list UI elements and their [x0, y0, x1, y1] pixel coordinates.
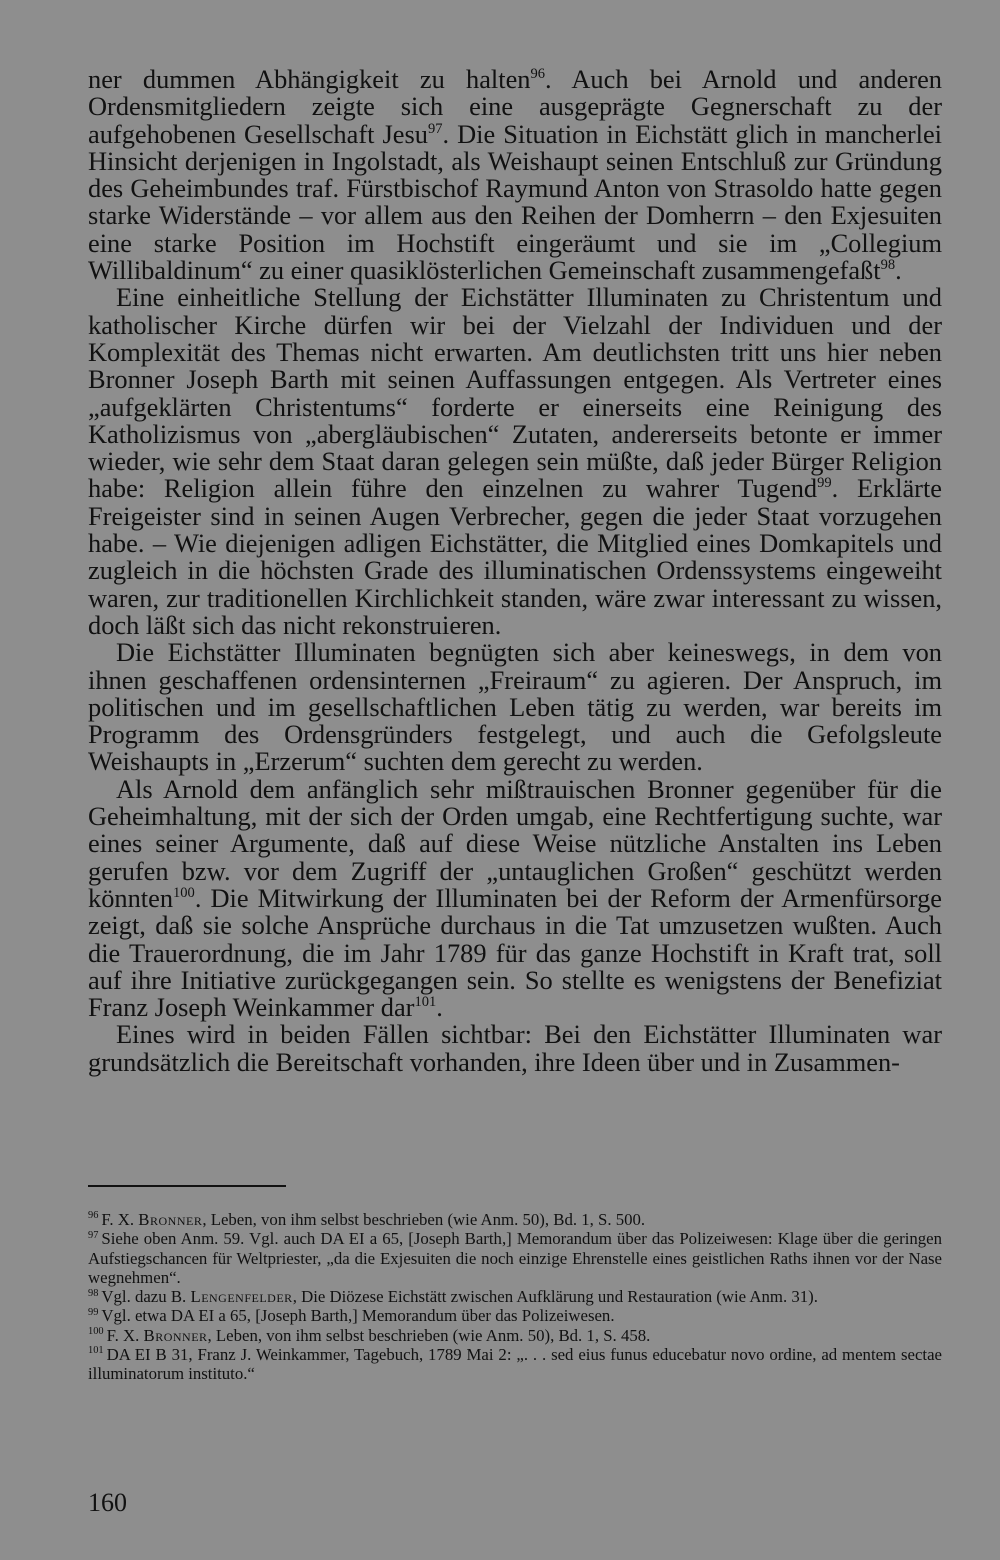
text-run: Eines wird in beiden Fällen sichtbar: Bei den Eichstätter Illuminaten war grundsätzlich die Bereitschaft vorhanden, ihre Ideen über und in Zusammen-: [88, 1019, 942, 1077]
footnote-reference: 98: [880, 257, 896, 274]
footnote-number: 98: [88, 1287, 99, 1299]
paragraph: [88, 284, 942, 639]
footnote: [88, 1326, 942, 1345]
text-run: Siehe oben Anm. 59. Vgl. auch DA EI a 65, [Joseph Barth,] Memorandum über das Polizeiwesen: Klage über die geringen Aufstiegschancen für Weltpriester, „da die Exjesuiten die noch einzige Ehrenstelle eines geistlichen Raths ihnen vor der Nase wegnehmen“.: [88, 1229, 942, 1287]
text-run: Eine einheitliche Stellung der Eichstätter Illuminaten zu Christentum und katholischer Kirche dürfen wir bei der Vielzahl der Individuen und der Komplexität des Themas nicht erwarten. Am deutlichsten tritt uns hier neben Bronner Joseph Barth mit seinen Auffassungen entgegen. Als Vertreter eines „aufgeklärten Christentums“ forderte er einerseits eine Reinigung des Katholizismus von „abergläubischen“ Zutaten, andererseits betonte er immer wieder, wie sehr dem Staat daran gelegen sein müßte, daß jeder Bürger Religion habe: Religion allein führe den einzelnen zu wahrer Tugend: [88, 282, 942, 504]
text-run: . Erklärte Freigeister sind in seinen Augen Verbrecher, gegen die jeder Staat vorzugehen habe. – Wie diejenigen adligen Eichstätter, die Mitglied eines Domkapitels und zugleich in die höchsten Grade des illuminatischen Ordenssystems eingeweiht waren, zur traditionellen Kirchlichkeit standen, wäre zwar interessant zu wissen, doch läßt sich das nicht rekonstruieren.: [88, 473, 942, 640]
footnote: [88, 1229, 942, 1287]
text-run: F. X.: [101, 1210, 139, 1229]
paragraph: [88, 1021, 942, 1076]
footnote-number: 96: [88, 1210, 99, 1222]
text-run: Die Eichstätter Illuminaten begnügten sich aber keineswegs, in dem von ihnen geschaffenen ordensinternen „Freiraum“ zu agieren. Der Anspruch, im politischen und im gesellschaftlichen Leben tätig zu werden, war bereits im Programm des Ordensgründers festgelegt, und auch die Gefolgsleute Weishaupts in „Erzerum“ suchten dem gerecht zu werden.: [88, 637, 942, 777]
text-run: , Leben, von ihm selbst beschrieben (wie Anm. 50), Bd. 1, S. 458.: [207, 1325, 651, 1345]
footnote: [88, 1345, 942, 1384]
text-run: . Auch bei Arnold und anderen Ordensmitgliedern zeigte sich eine ausgeprägte Gegnerschaft zu der aufgehobenen Gesellschaft Jesu: [88, 64, 942, 149]
text-run: , Die Diözese Eichstätt zwischen Aufklärung und Restauration (wie Anm. 31).: [292, 1287, 818, 1307]
text-run: . Die Situation in Eichstätt glich in mancherlei Hinsicht derjenigen in Ingolstadt, als Weishaupt seinen Entschluß zur Gründung des Geheimbundes traf. Fürstbischof Raymund Anton von Strasoldo hatte gegen starke Widerstände – vor allem aus den Reihen der Domherrn – den Exjesuiten eine starke Position im Hochstift eingeräumt und sie im „Collegium Willibaldinum“ zu einer quasiklösterlichen Gemeinschaft zusammengefaßt: [88, 118, 942, 286]
footnote-number: 101: [88, 1345, 104, 1357]
main-text: [88, 66, 942, 1076]
author-name: Lengenfelder: [190, 1287, 293, 1307]
paragraph: [88, 773, 942, 1023]
footnote-separator: [88, 1185, 286, 1187]
footnote: [88, 1287, 942, 1306]
footnote-reference: 99: [817, 475, 832, 492]
text-run: ner dummen Abhängigkeit zu halten: [88, 64, 531, 94]
author-name: Bronner: [143, 1325, 208, 1345]
footnote-reference: 100: [173, 885, 195, 902]
text-run: DA EI B 31, Franz J. Weinkammer, Tagebuch, 1789 Mai 2: „. . . sed eius funus educebatur novo ordine, ad mentem sectae illuminatorum instituto.“: [88, 1345, 942, 1384]
footnote-number: 100: [88, 1326, 104, 1338]
text-run: .: [895, 255, 902, 286]
author-name: Bronner: [138, 1210, 203, 1229]
footnote: [88, 1306, 942, 1325]
footnote-reference: 96: [530, 66, 545, 83]
footnote: [88, 1210, 942, 1229]
paragraph: [88, 66, 942, 284]
text-run: F. X.: [106, 1325, 144, 1345]
text-run: . Die Mitwirkung der Illuminaten bei der Reform der Armenfürsorge zeigt, daß sie solche Ansprüche durchaus in die Tat umzusetzen wußten. Auch die Trauerordnung, die im Jahr 1789 für das ganze Hochstift in Kraft trat, soll auf ihre Initiative zurückgegangen sein. So stellte es wenigstens der Benefiziat Franz Joseph Weinkammer dar: [88, 882, 942, 1023]
text-run: Vgl. etwa DA EI a 65, [Joseph Barth,] Memorandum über das Polizeiwesen.: [101, 1306, 615, 1326]
paragraph: [88, 639, 942, 775]
footnote-number: 97: [88, 1229, 99, 1241]
text-run: Vgl. dazu B.: [101, 1287, 191, 1307]
footnotes: [88, 1210, 942, 1384]
footnote-reference: 97: [427, 120, 443, 137]
text-run: Als Arnold dem anfänglich sehr mißtrauischen Bronner gegenüber für die Geheimhaltung, mit der sich der Orden umgab, eine Rechtfertigung suchte, war eines seiner Argumente, daß auf diese Weise nützliche Anstalten ins Leben gerufen bzw. vor dem Zugriff der „untauglichen Großen“ geschützt werden könnten: [88, 773, 942, 913]
text-run: , Leben, von ihm selbst beschrieben (wie Anm. 50), Bd. 1, S. 500.: [202, 1210, 646, 1229]
page-number: 160: [88, 1488, 127, 1517]
text-run: .: [436, 992, 443, 1023]
footnote-reference: 101: [414, 994, 437, 1011]
footnote-number: 99: [88, 1306, 99, 1318]
